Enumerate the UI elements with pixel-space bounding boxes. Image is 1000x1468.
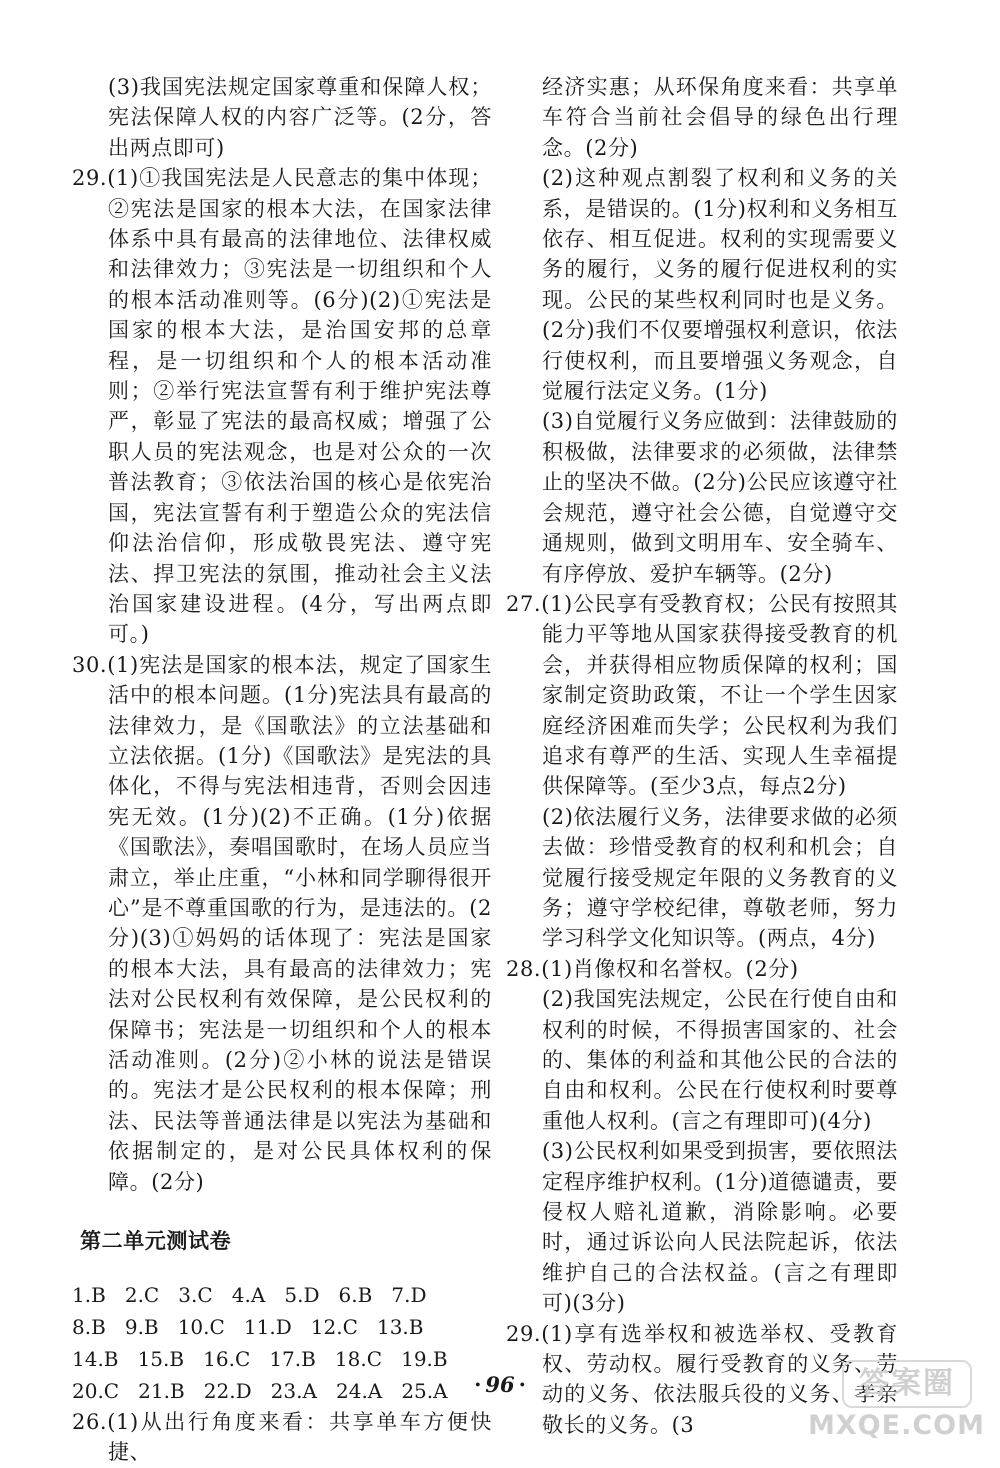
unit-test-title: 第二单元测试卷	[80, 1228, 232, 1254]
question-28-part2: (2)我国宪法规定，公民在行使自由和权利的时候，不得损害国家的、社会的、集体的利益和其他公民的合法的自由和权利。公民在行使权利时要尊重他人权利。(言之有理即可)(4分)	[542, 987, 898, 1133]
answer-row: 8.B 9.B 10.C 11.D 12.C 13.B	[72, 1315, 424, 1340]
answer-row: 20.C 21.B 22.D 23.A 24.A 25.A	[72, 1379, 448, 1404]
answer-row: 1.B 2.C 3.C 4.A 5.D 6.B 7.D	[72, 1283, 427, 1308]
question-29-answer: 29.(1)享有选举权和被选举权、受教育权、劳动权。履行受教育的义务、劳动的义务、依法服兵役的义务、孝亲敬长的义务。(3	[506, 1321, 898, 1437]
left-column	[72, 72, 492, 1468]
watermark-logo: 答案圈	[842, 1360, 972, 1408]
question-29-answer: 29.(1)①我国宪法是人民意志的集中体现；②宪法是国家的根本大法，在国家法律体系中具有最高的法律地位、法律权威和法律效力；③宪法是一切组织和个人的根本活动准则等。(6分)(2)①宪法是国家的根本大法，是治国安邦的总章程，是一切组织和个人的根本活动准则；②举行宪法宣誓有利于维护宪法尊严，彰显了宪法的最高权威；增强了公职人员的宪法观念，也是对公众的一次普法教育；③依法治国的核心是依宪治国，宪法宣誓有利于塑造公众的宪法信仰法治信仰，形成敬畏宪法、遵守宪法、捍卫宪法的氛围，推动社会主义法治国家建设进程。(4分，写出两点即可。)	[72, 166, 492, 647]
question-26-part1-continued: 经济实惠；从环保角度来看：共享单车符合当前社会倡导的绿色出行理念。(2分)	[542, 75, 898, 160]
question-28-answer: 28.(1)肖像权和名誉权。(2分)	[506, 956, 799, 981]
watermark	[808, 1360, 985, 1445]
question-26-part3: (3)自觉履行义务应做到：法律鼓励的积极做，法律要求的必须做，法律禁止的坚决不做。(2分)公民应该遵守社会规范，遵守社会公德，自觉遵守交通规则，做到文明用车、安全骑车、有序停放、爱护车辆等。(2分)	[542, 409, 898, 586]
right-column	[506, 72, 898, 1440]
answer-row: 14.B 15.B 16.C 17.B 18.C 19.B	[72, 1347, 448, 1372]
question-26-answer-start: 26.(1)从出行角度来看：共享单车方便快捷、	[72, 1410, 492, 1465]
watermark-url: MXQE.COM	[808, 1410, 985, 1441]
q28-part3-continued: (3)我国宪法规定国家尊重和保障人权；宪法保障人权的内容广泛等。(2分，答出两点即可)	[108, 75, 492, 160]
question-28-part3: (3)公民权利如果受到损害，要依照法定程序维护权利。(1分)道德谴责，要侵权人赔礼道歉，消除影响。必要时，通过诉讼向人民法院起诉，依法维护自己的合法权益。(言之有理即可)(3分)	[542, 1139, 898, 1316]
question-30-answer: 30.(1)宪法是国家的根本法，规定了国家生活中的根本问题。(1分)宪法具有最高的法律效力，是《国歌法》的立法基础和立法依据。(1分)《国歌法》是宪法的具体化，不得与宪法相违背，否则会因违宪无效。(1分)(2)不正确。(1分)依据《国歌法》，奏唱国歌时，在场人员应当肃立，举止庄重，“小林和同学聊得很开心”是不尊重国歌的行为，是违法的。(2分)(3)①妈妈的话体现了：宪法是国家的根本大法，具有最高的法律效力；宪法对公民权利有效保障，是公民权利的保障书；宪法是一切组织和个人的根本活动准则。(2分)②小林的说法是错误的。宪法才是公民权利的根本保障；刑法、民法等普通法律是以宪法为基础和依据制定的，是对公民具体权利的保障。(2分)	[72, 652, 492, 1194]
question-26-part2: (2)这种观点割裂了权利和义务的关系，是错误的。(1分)权利和义务相互依存、相互促进。权利的实现需要义务的履行，义务的履行促进权利的实现。公民的某些权利同时也是义务。(2分)我们不仅要增强权利意识，依法行使权利，而且要增强义务观念，自觉履行法定义务。(1分)	[542, 166, 898, 404]
question-27-part2: (2)依法履行义务，法律要求做的必须去做：珍惜受教育的权利和机会；自觉履行接受规定年限的义务教育的义务；遵守学校纪律，尊敬老师，努力学习科学文化知识等。(两点，4分)	[542, 804, 898, 951]
page-number-value: 96	[485, 1372, 515, 1397]
page-number: · 96 ·	[474, 1372, 526, 1397]
question-27-answer: 27.(1)公民享有受教育权；公民有按照其能力平等地从国家获得接受教育的机会，并获得相应物质保障的权利；国家制定资助政策，不让一个学生因家庭经济困难而失学；公民权利为我们追求有尊严的生活、实现人生幸福提供保障等。(至少3点，每点2分)	[506, 591, 898, 799]
